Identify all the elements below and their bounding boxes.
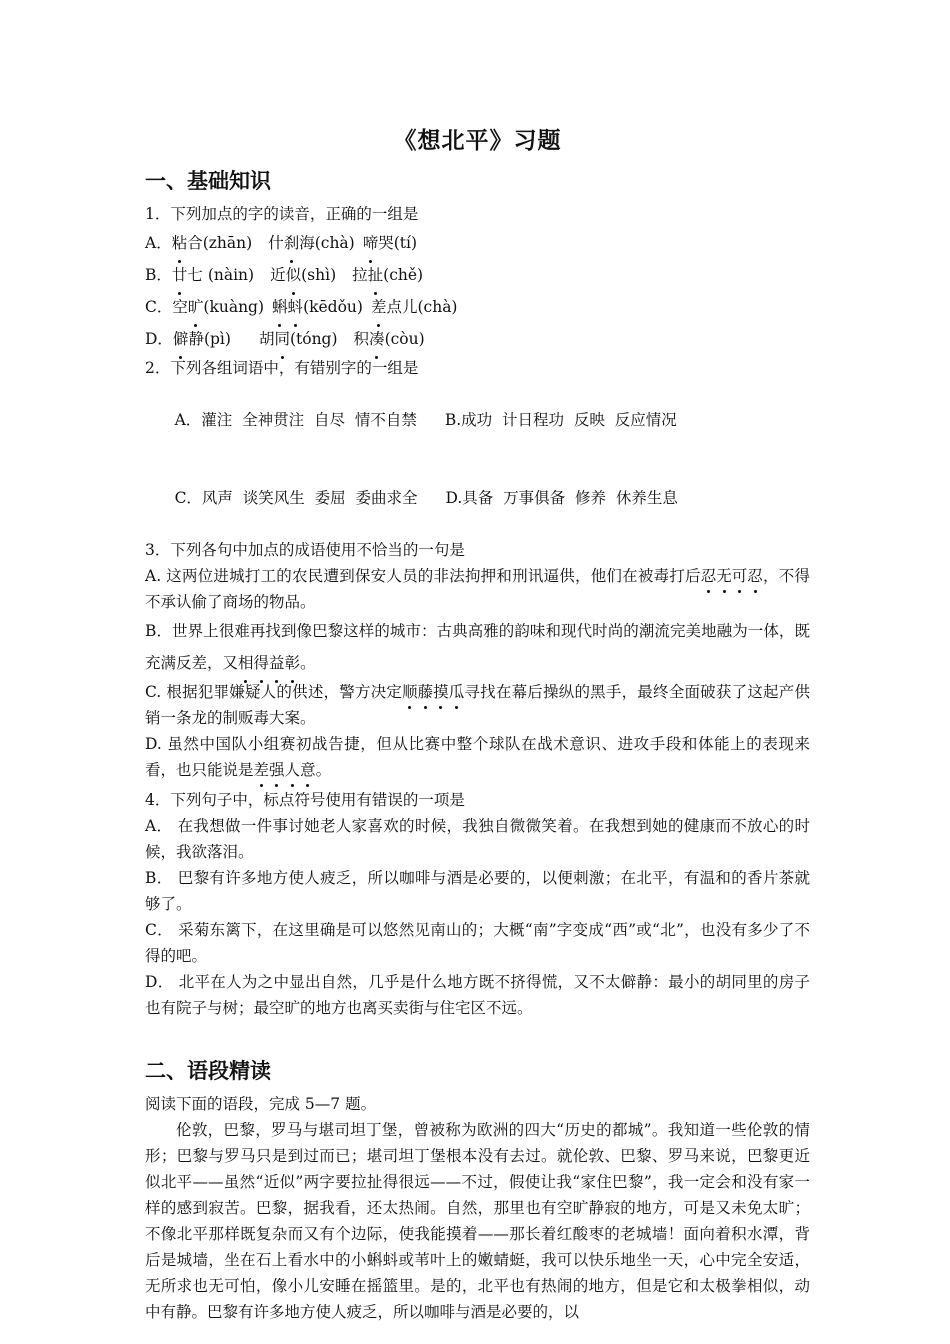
dotted-idiom <box>238 654 300 672</box>
dotted-char: 粘 <box>172 227 188 259</box>
question-4-option-a: A． 在我想做一件事讨她老人家喜欢的时候，我独自微微笑着。在我想到她的健康而不放心的时候，我欲落泪。 <box>145 817 810 861</box>
word-text: 什 <box>268 234 284 252</box>
word-text: 七 (nàin) <box>187 266 255 284</box>
dotted-char: 摸 <box>433 679 449 705</box>
dotted-char: 益 <box>269 647 285 679</box>
dotted-char: 差 <box>371 291 387 323</box>
sentence-text: 。 <box>300 654 316 672</box>
dotted-char: 旷 <box>188 291 204 323</box>
sentence-text: 寻找在幕后操纵的黑手，最终全面破获了这起产供销一条龙的制贩毒大案。 <box>145 683 810 727</box>
word-text: 积 <box>353 330 370 348</box>
question-4-option-b: B． 巴黎有许多地方使人疲乏，所以咖啡与酒是必要的，以便刺激；在北平，有温和的香片茶就够了。 <box>145 869 810 913</box>
dotted-char: 僻 <box>173 323 189 355</box>
dotted-char: 相 <box>238 647 254 679</box>
word-text: 拉 <box>352 266 368 284</box>
word-text: 哭(tí) <box>378 234 418 252</box>
question-3-option-c <box>145 679 810 731</box>
option-label: D． <box>145 330 173 348</box>
sentence-text: C. 根据犯罪嫌疑人的供述，警方决定 <box>145 683 403 701</box>
dotted-idiom <box>402 683 464 701</box>
dotted-char: 得 <box>254 647 270 679</box>
document-content <box>145 122 810 1325</box>
word-text: 空 <box>172 298 188 316</box>
dotted-char: 刹 <box>284 227 300 259</box>
sentence-text: 。 <box>315 761 332 779</box>
dotted-char: 意 <box>300 757 316 783</box>
section-heading-reading: 二、语段精读 <box>145 1058 271 1083</box>
question-2-option-a: A．灌注 全神贯注 自尽 情不自禁 <box>174 411 417 429</box>
section-heading-basics: 一、基础知识 <box>145 168 271 193</box>
question-1-option-d <box>145 323 810 355</box>
dotted-char: 蚪 <box>288 291 304 323</box>
dotted-char: 差 <box>254 757 270 783</box>
dotted-char: 无 <box>716 563 732 589</box>
dotted-idiom <box>701 567 763 585</box>
word-text: 合(zhān) <box>187 234 253 252</box>
reading-passage: 伦敦，巴黎，罗马与堪司坦丁堡，曾被称为欧洲的四大“历史的都城”。我知道一些伦敦的情形；巴黎与罗马只是到过而已；堪司坦丁堡根本没有去过。就伦敦、巴黎、罗马来说，巴黎更近似北平——虽然“近似”两字要拉扯得很远——不过，假使让我“家住巴黎”，我一定会和没有家一样的感到寂苦。巴黎，据我看，还太热闹。自然，那里也有空旷静寂的地方，可是又未免太旷；不像北平那样既复杂而又有个边际，使我能摸着——那长着红酸枣的老城墙！面向着积水潭，背后是城墙，坐在石上看水中的小蝌蚪或苇叶上的嫩蜻蜓，我可以快乐地坐一天，心中完全安适，无所求也无可怕，像小儿安睡在摇篮里。是的，北平也有热闹的地方，但是它和太极拳相似，动中有静。巴黎有许多地方使人疲乏，所以咖啡与酒是必要的，以 <box>145 1121 810 1321</box>
word-text: (chě) <box>383 266 424 284</box>
question-3-option-b <box>145 615 810 679</box>
word-text: (kēdǒu) <box>303 298 363 316</box>
question-1-option-b <box>145 259 810 291</box>
question-4-stem: 4．下列句子中，标点符号使用有错误的一项是 <box>145 791 465 809</box>
word-text: (tóng) <box>289 330 338 348</box>
dotted-char: 同 <box>274 323 290 355</box>
question-1-option-a <box>145 227 810 259</box>
question-4-option-c: C． 采菊东篱下，在这里确是可以悠然见南山的；大概“南”字变成“西”或“北”，也没有多少了不得的吧。 <box>145 921 810 965</box>
dotted-idiom <box>254 761 316 779</box>
question-2-row-1 <box>145 381 810 459</box>
question-2-option-b: B.成功 计日程功 反映 反应情况 <box>444 411 677 429</box>
reading-instructions: 阅读下面的语段，完成 5—7 题。 <box>145 1095 377 1113</box>
word-text: 静(pì) <box>188 330 231 348</box>
word-text: 胡 <box>258 330 275 348</box>
dotted-char: 可 <box>732 563 748 589</box>
dotted-char: 似 <box>286 259 302 291</box>
option-label: A． <box>145 234 172 252</box>
dotted-char: 凑 <box>369 323 385 355</box>
question-1-stem: 1．下列加点的字的读音，正确的一组是 <box>145 205 419 223</box>
option-label: C． <box>145 298 173 316</box>
dotted-char: 顺 <box>402 679 418 705</box>
dotted-char: 瓜 <box>449 679 465 705</box>
dotted-char: 人 <box>285 757 301 783</box>
question-4-option-d: D． 北平在人为之中显出自然，几乎是什么地方既不挤得慌，又不太僻静：最小的胡同里的房子也有院子与树；最空旷的地方也离买卖街与住宅区不远。 <box>145 973 810 1017</box>
sentence-text: ，不得不承认偷了商场的物品。 <box>145 567 810 611</box>
page-title: 《想北平》习题 <box>393 127 562 154</box>
dotted-char: 蝌 <box>272 291 288 323</box>
option-label: B． <box>145 266 172 284</box>
dotted-char: 忍 <box>747 563 763 589</box>
question-2-stem: 2．下列各组词语中，有错别字的一组是 <box>145 359 419 377</box>
dotted-char: 廿 <box>172 259 188 291</box>
dotted-char: 啼 <box>363 227 379 259</box>
dotted-char: 彰 <box>285 647 301 679</box>
sentence-text: A. 这两位进城打工的农民遭到保安人员的非法拘押和刑讯逼供，他们在被毒打后 <box>145 567 701 585</box>
question-1-option-c <box>145 291 810 323</box>
word-text: (kuàng) <box>203 298 265 316</box>
word-text: 近 <box>270 266 286 284</box>
question-3-stem: 3．下列各句中加点的成语使用不恰当的一句是 <box>145 541 465 559</box>
sentence-text: D. 虽然中国队小组赛初战告捷，但从比赛中整个球队在战术意识、进攻手段和体能上的表现来看，也只能说是 <box>145 735 810 779</box>
question-2-option-c: C．风声 谈笑风生 委屈 委曲求全 <box>174 489 418 507</box>
dotted-char: 扯 <box>368 259 384 291</box>
dotted-char: 强 <box>269 757 285 783</box>
sentence-text: B．世界上很难再找到像巴黎这样的城市：古典高雅的韵味和现代时尚的潮流完美地融为一体，既充满反差，又 <box>145 622 810 672</box>
word-text: 点儿(chà) <box>386 298 458 316</box>
word-text: (còu) <box>384 330 425 348</box>
question-2-option-d: D.具备 万事俱备 修养 休养生息 <box>445 489 678 507</box>
word-text: 海(chà) <box>299 234 355 252</box>
word-text: (shì) <box>301 266 337 284</box>
question-3-option-a <box>145 563 810 615</box>
question-3-option-d <box>145 731 810 783</box>
dotted-char: 藤 <box>418 679 434 705</box>
dotted-char: 忍 <box>701 563 717 589</box>
question-2-row-2 <box>145 459 810 537</box>
